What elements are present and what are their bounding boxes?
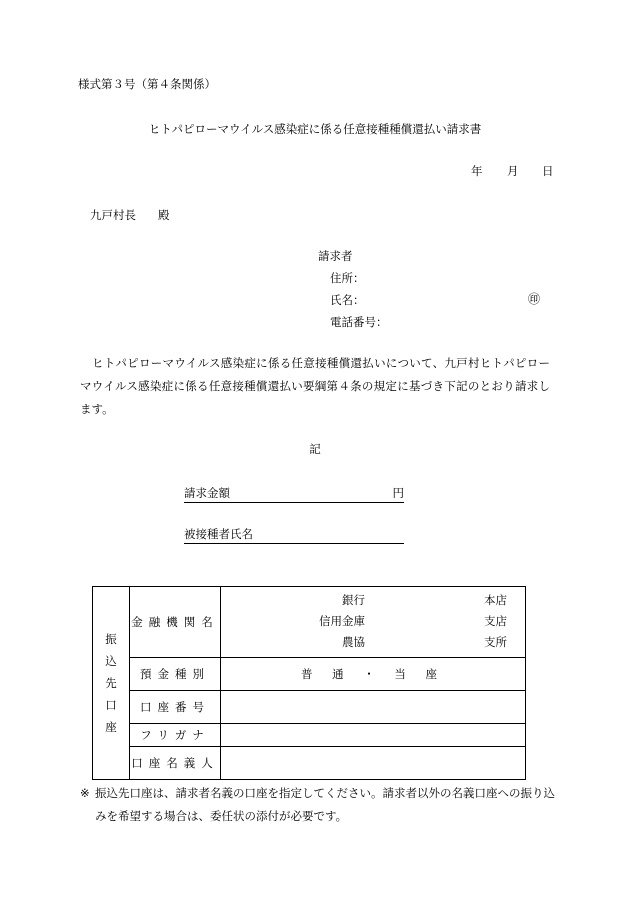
ki-heading: 記 [309,442,321,456]
vaccinee-name-label: 被接種者氏名 [184,527,253,541]
addressee [90,207,170,223]
date-day-label: 日 [542,164,554,178]
note-text: 振込先口座は、請求者名義の口座を指定してください。請求者以外の名義口座への振り込みを希望する場合は、委任状の添付が必要です。 [95,786,555,823]
deposit-type-options[interactable]: 普 通 ・ 当 座 [221,658,526,691]
claimant-address-label: 住所： [330,271,365,285]
claim-amount-line[interactable] [184,485,404,503]
date-month-label: 月 [507,164,519,178]
note [80,782,555,828]
claimant-heading: 請求者 [318,249,353,263]
account-holder-label: 口座名義人 [130,747,221,780]
furigana-field[interactable] [221,724,526,747]
account-holder-field[interactable] [221,747,526,780]
seal-mark: ㊞ [528,292,541,306]
account-number-field[interactable] [221,691,526,724]
institution-label: 金融機関名 [130,587,221,658]
deposit-type-label: 預金種別 [130,658,221,691]
claimant-name-label: 氏名： [330,293,365,307]
note-mark: ※ [80,786,90,800]
yen-unit: 円 [392,486,404,500]
claim-amount-label: 請求金額 [184,486,230,500]
institution-field[interactable] [221,587,526,658]
furigana-label: フリガナ [130,724,221,747]
date-year-label: 年 [471,164,483,178]
institution-row-credit-union: 信用金庫 支店 [319,614,507,628]
body-text: ヒトパピローマウイルス感染症に係る任意接種償還払いについて、九戸村ヒトパピローマウイルス感染症に係る任意接種償還払い要綱第４条の規定に基づき下記のとおり請求します。 [80,356,550,416]
institution-row-agri-coop: 農協 支所 [342,635,507,649]
document-title: ヒトパピローマウイルス感染症に係る任意接種種償還払い請求書 [148,122,482,136]
form-number: 様式第３号（第４条関係） [78,77,216,91]
bank-account-table [92,586,526,780]
addressee-name: 九戸村長 [90,208,136,222]
transfer-account-section-label: 振 込 先 口 座 [93,587,130,780]
institution-row-bank: 銀行 本店 [342,593,507,607]
vaccinee-name-line[interactable] [184,526,404,544]
account-number-label: 口座番号 [130,691,221,724]
claimant-phone-label: 電話番号： [330,315,388,329]
addressee-honorific: 殿 [158,208,170,222]
